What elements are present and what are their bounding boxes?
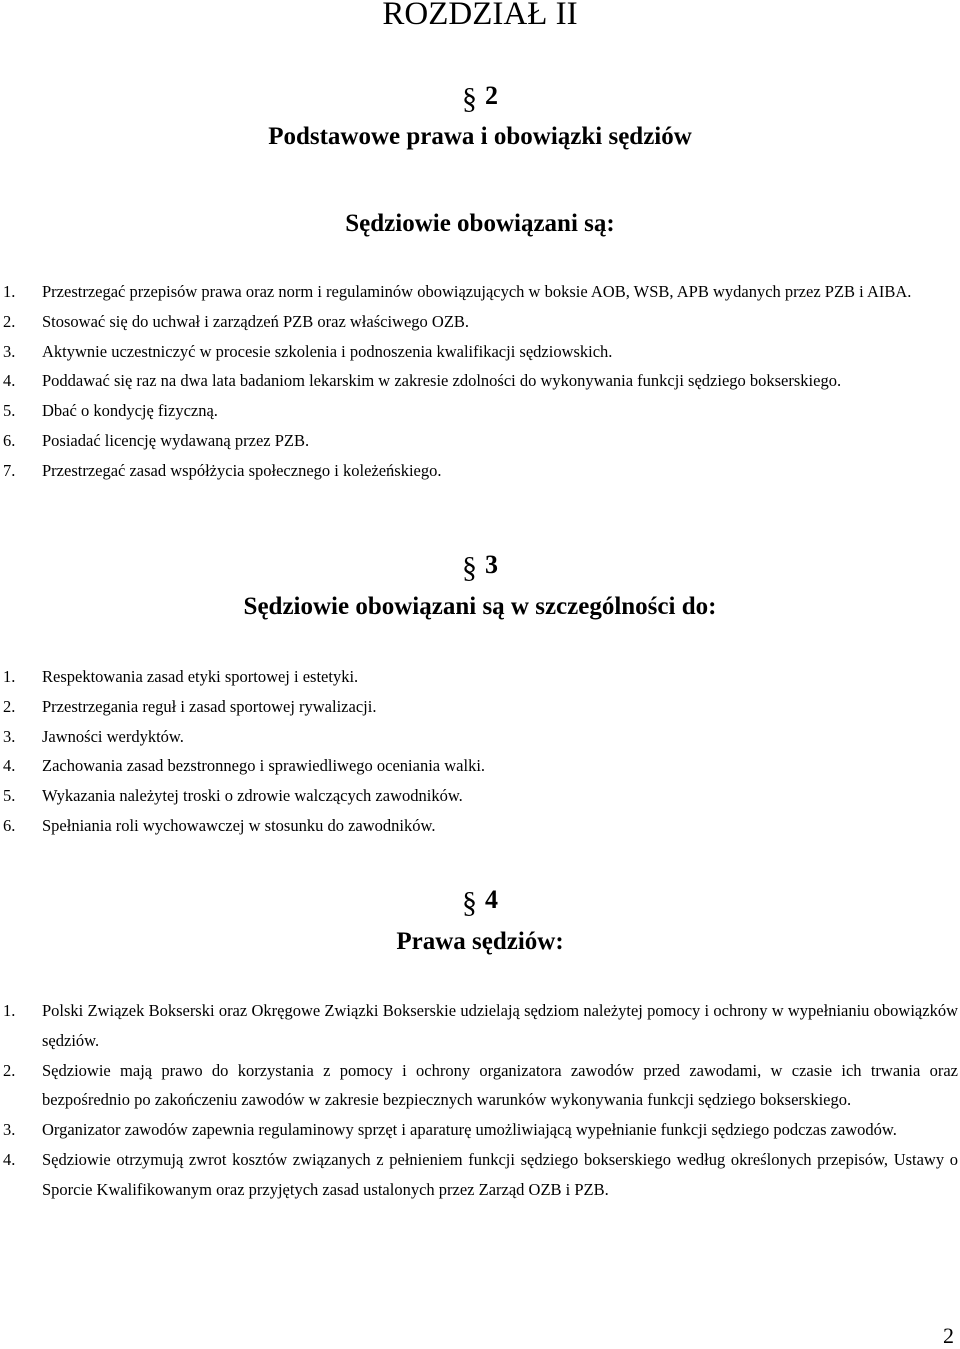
- list-item: [0, 781, 958, 811]
- list-item: [0, 456, 958, 486]
- detailed-obligations-list: [0, 662, 958, 841]
- item-text: Przestrzegać przepisów prawa oraz norm i regulaminów obowiązujących w boksie AOB, WSB, APB wydanych przez PZB i AIBA.: [42, 282, 912, 301]
- list-item: [0, 396, 958, 426]
- paragraph-4-mark: [0, 884, 960, 919]
- item-number: 1.: [3, 667, 16, 686]
- item-text: Sędziowie otrzymują zwrot kosztów związanych z pełnieniem funkcji sędziego bokserskiego według określonych przepisów, Ustawy o Sporcie Kwalifikowanym oraz przyjętych zasad ustalonych przez Zarząd OZB i PZB.: [42, 1149, 958, 1199]
- list-item: [0, 692, 958, 722]
- section-4-title: Prawa sędziów:: [396, 928, 564, 955]
- item-number: 3.: [3, 1120, 16, 1140]
- paragraph-2-mark: [0, 80, 960, 115]
- list-item: [0, 1115, 958, 1145]
- item-number: 1.: [3, 1001, 16, 1020]
- item-text: Poddawać się raz na dwa lata badaniom lekarskim w zakresie zdolności do wykonywania funkcji sędziego bokserskiego.: [42, 371, 842, 391]
- list-item: [0, 277, 958, 307]
- list-item: [0, 996, 958, 1056]
- section-sign: §: [462, 82, 477, 115]
- item-number: 4.: [3, 756, 16, 776]
- list-item: [0, 811, 958, 841]
- paragraph-number: 2: [485, 81, 498, 110]
- item-number: 1.: [3, 282, 16, 301]
- page-number: 2: [943, 1323, 954, 1348]
- item-text: Przestrzegania reguł i zasad sportowej rywalizacji.: [42, 696, 377, 716]
- item-text: Polski Związek Bokserski oraz Okręgowe Związki Bokserskie udzielają sędziom należytej pomocy i ochrony w wypełnianiu obowiązków sędziów.: [42, 1001, 958, 1050]
- section-2-subtitle: Sędziowie obowiązani są:: [345, 210, 615, 237]
- item-text: Respektowania zasad etyki sportowej i estetyki.: [42, 667, 359, 686]
- list-item: [0, 1056, 958, 1116]
- list-item: [0, 722, 958, 752]
- chapter-title: ROZDZIAŁ II: [382, 0, 578, 32]
- section-3-title: Sędziowie obowiązani są w szczególności do:: [243, 593, 717, 620]
- item-number: 4.: [3, 371, 16, 391]
- list-item: [0, 426, 958, 456]
- item-text: Dbać o kondycję fizyczną.: [42, 401, 218, 421]
- item-text: Stosować się do uchwał i zarządzeń PZB oraz właściwego OZB.: [42, 311, 470, 331]
- rights-list: [0, 996, 958, 1205]
- list-item: [0, 366, 958, 396]
- item-number: 2.: [3, 696, 16, 716]
- list-item: [0, 307, 958, 337]
- item-text: Przestrzegać zasad współżycia społecznego i koleżeńskiego.: [42, 460, 442, 480]
- item-number: 2.: [3, 1060, 16, 1080]
- item-text: Posiadać licencję wydawaną przez PZB.: [42, 430, 310, 450]
- item-text: Spełniania roli wychowawczej w stosunku do zawodników.: [42, 815, 436, 835]
- item-number: 5.: [3, 786, 16, 806]
- obligations-list: [0, 277, 958, 486]
- item-number: 6.: [3, 815, 16, 835]
- item-number: 2.: [3, 311, 16, 331]
- paragraph-number: 3: [485, 550, 498, 579]
- section-2-title: Podstawowe prawa i obowiązki sędziów: [268, 123, 692, 150]
- item-number: 6.: [3, 430, 16, 450]
- paragraph-3-mark: [0, 549, 960, 584]
- item-text: Sędziowie mają prawo do korzystania z pomocy i ochrony organizatora zawodów przed zawodami, w czasie ich trwania oraz bezpośrednio po zakończeniu zawodów w zakresie bezpiecznych warunków wykonywania funkcji sędziego bokserskiego.: [42, 1060, 958, 1110]
- item-number: 3.: [3, 726, 16, 746]
- item-number: 4.: [3, 1149, 16, 1169]
- section-sign: §: [462, 551, 477, 584]
- section-sign: §: [462, 886, 477, 919]
- item-number: 5.: [3, 401, 16, 421]
- item-number: 7.: [3, 460, 16, 480]
- item-text: Wykazania należytej troski o zdrowie walczących zawodników.: [42, 786, 463, 806]
- list-item: [0, 337, 958, 367]
- item-number: 3.: [3, 341, 16, 361]
- item-text: Aktywnie uczestniczyć w procesie szkolenia i podnoszenia kwalifikacji sędziowskich.: [42, 341, 613, 361]
- item-text: Organizator zawodów zapewnia regulaminowy sprzęt i aparaturę umożliwiającą wypełnianie funkcji sędziego podczas zawodów.: [42, 1120, 897, 1140]
- list-item: [0, 662, 958, 692]
- list-item: [0, 751, 958, 781]
- item-text: Jawności werdyktów.: [42, 726, 184, 746]
- paragraph-number: 4: [485, 885, 498, 914]
- item-text: Zachowania zasad bezstronnego i sprawiedliwego oceniania walki.: [42, 756, 486, 776]
- list-item: [0, 1145, 958, 1205]
